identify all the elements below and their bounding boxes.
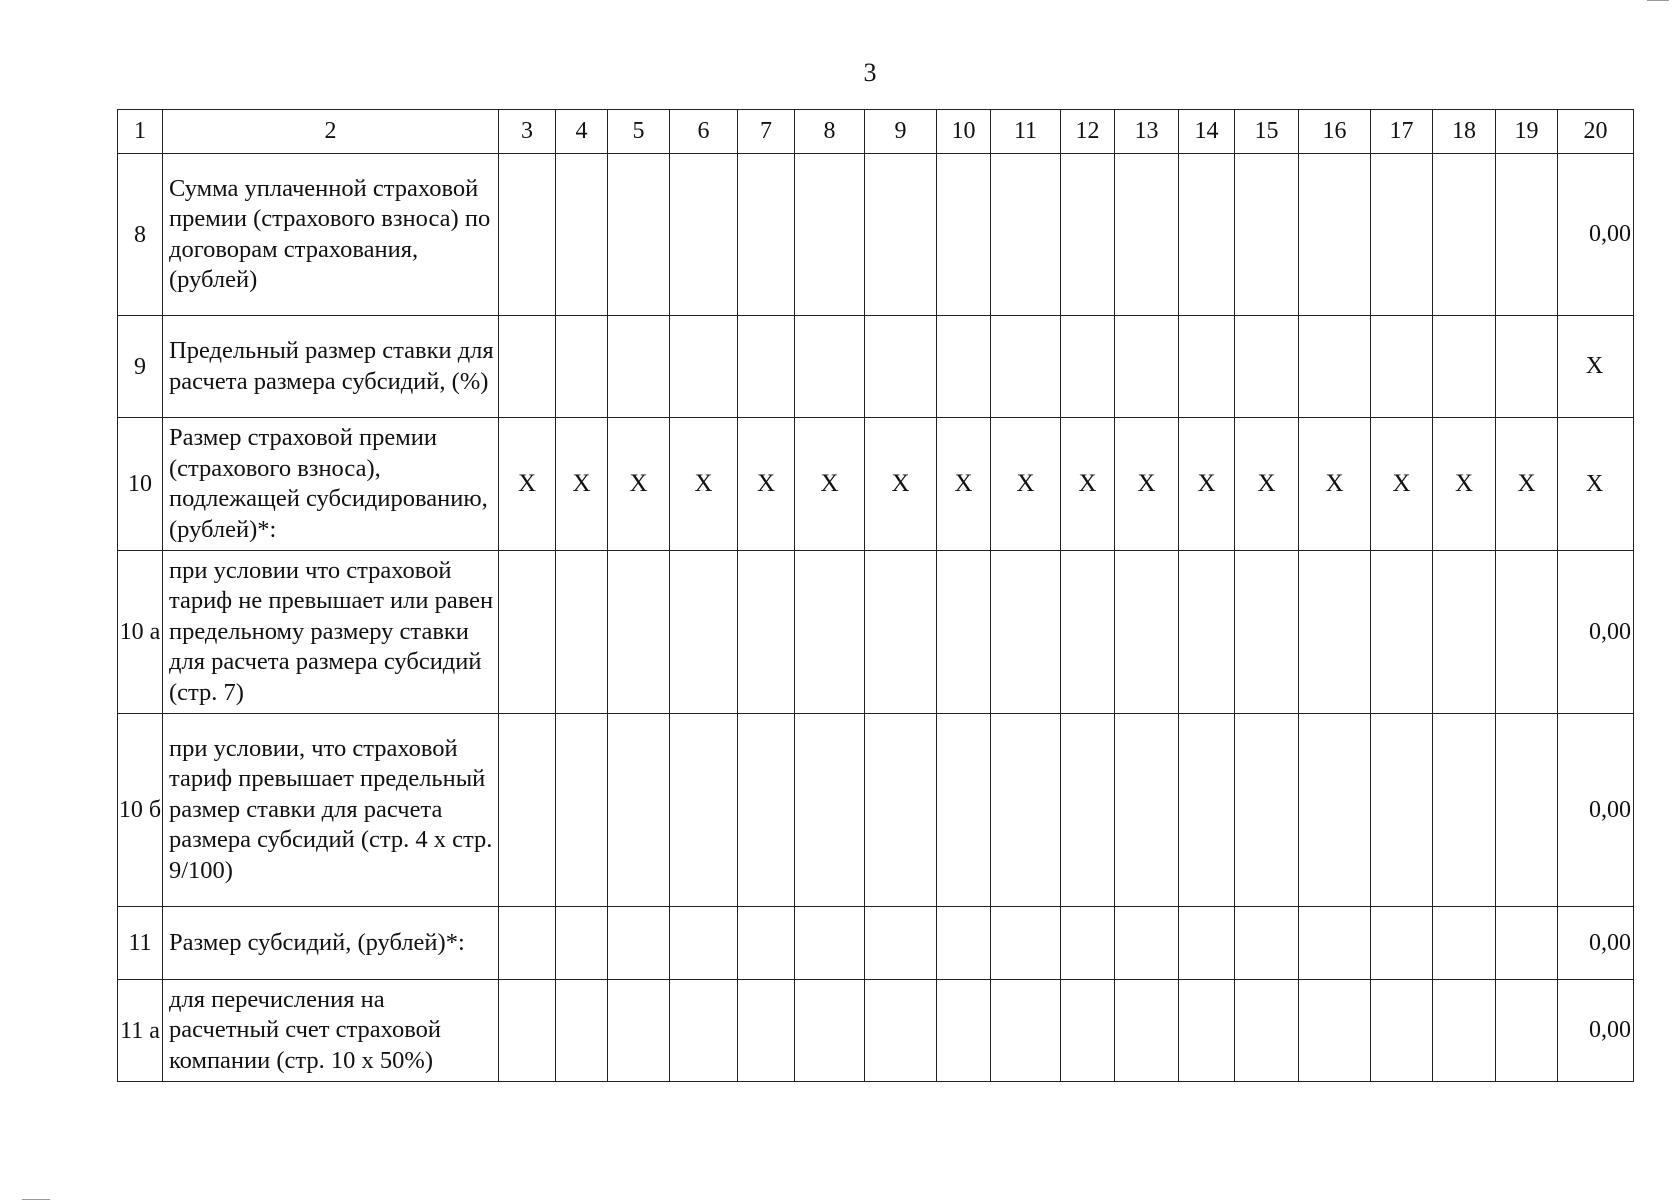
column-number-header: 2 xyxy=(163,110,499,154)
table-cell xyxy=(608,714,670,907)
table-cell: X xyxy=(1371,418,1433,551)
table-row xyxy=(118,551,1634,714)
table-cell xyxy=(795,907,865,980)
table-cell xyxy=(1115,316,1179,418)
table-cell xyxy=(608,551,670,714)
row-label: для перечисления на расчетный счет страховой компании (стр. 10 х 50%) xyxy=(163,980,499,1082)
row-number: 9 xyxy=(118,316,163,418)
table-cell xyxy=(1299,907,1371,980)
column-number-header: 18 xyxy=(1433,110,1496,154)
table-cell: X xyxy=(608,418,670,551)
table-cell xyxy=(670,714,738,907)
table-cell xyxy=(1061,980,1115,1082)
table-cell xyxy=(991,154,1061,316)
table-row xyxy=(118,980,1634,1082)
row-number: 10 б xyxy=(118,714,163,907)
table-cell xyxy=(991,980,1061,1082)
row-number: 10 xyxy=(118,418,163,551)
column-number-header: 20 xyxy=(1558,110,1634,154)
table-cell xyxy=(1371,154,1433,316)
subsidy-calculation-table xyxy=(117,109,1634,1082)
page-number: 3 xyxy=(863,58,877,87)
table-cell: X xyxy=(795,418,865,551)
table-cell xyxy=(795,714,865,907)
table-cell xyxy=(1299,714,1371,907)
table-row xyxy=(118,714,1634,907)
table-cell xyxy=(556,907,608,980)
table-cell xyxy=(1299,551,1371,714)
total-value: X xyxy=(1558,316,1634,418)
table-cell xyxy=(738,714,795,907)
row-number: 10 а xyxy=(118,551,163,714)
table-row xyxy=(118,154,1634,316)
table-cell xyxy=(556,316,608,418)
table-cell xyxy=(499,907,556,980)
column-number-header-row xyxy=(118,110,1634,154)
table-cell xyxy=(937,316,991,418)
table-cell xyxy=(937,907,991,980)
total-value: X xyxy=(1558,418,1634,551)
table-cell xyxy=(865,714,937,907)
table-cell: X xyxy=(937,418,991,551)
row-number: 11 а xyxy=(118,980,163,1082)
column-number-header: 7 xyxy=(738,110,795,154)
table-cell xyxy=(865,551,937,714)
column-number-header: 8 xyxy=(795,110,865,154)
column-number-header: 17 xyxy=(1371,110,1433,154)
table-cell xyxy=(1179,154,1235,316)
table-cell xyxy=(1061,316,1115,418)
table-cell xyxy=(499,714,556,907)
table-cell xyxy=(1115,907,1179,980)
table-cell xyxy=(937,980,991,1082)
table-cell xyxy=(1371,980,1433,1082)
table-cell xyxy=(1371,714,1433,907)
total-value: 0,00 xyxy=(1558,714,1634,907)
table-cell xyxy=(1496,714,1558,907)
table-cell xyxy=(795,980,865,1082)
table-cell: X xyxy=(738,418,795,551)
table-cell xyxy=(1179,316,1235,418)
table-cell xyxy=(499,551,556,714)
table-cell xyxy=(499,980,556,1082)
table-cell: X xyxy=(1235,418,1299,551)
table-cell xyxy=(1496,316,1558,418)
row-number: 11 xyxy=(118,907,163,980)
table-cell xyxy=(1235,714,1299,907)
table-cell: X xyxy=(1115,418,1179,551)
scan-edge-mark xyxy=(1647,0,1669,1)
table-cell xyxy=(670,551,738,714)
table-cell xyxy=(499,316,556,418)
table-cell xyxy=(1433,154,1496,316)
table-cell: X xyxy=(499,418,556,551)
column-number-header: 13 xyxy=(1115,110,1179,154)
column-number-header: 6 xyxy=(670,110,738,154)
column-number-header: 12 xyxy=(1061,110,1115,154)
total-value: 0,00 xyxy=(1558,907,1634,980)
column-number-header: 9 xyxy=(865,110,937,154)
table-cell xyxy=(1115,551,1179,714)
column-number-header: 15 xyxy=(1235,110,1299,154)
table-cell xyxy=(556,980,608,1082)
table-cell xyxy=(1061,907,1115,980)
table-cell xyxy=(608,154,670,316)
table-cell xyxy=(608,316,670,418)
column-number-header: 19 xyxy=(1496,110,1558,154)
table-cell xyxy=(738,551,795,714)
table-cell xyxy=(1235,316,1299,418)
row-label: Размер субсидий, (рублей)*: xyxy=(163,907,499,980)
table-cell xyxy=(1235,551,1299,714)
column-number-header: 3 xyxy=(499,110,556,154)
table-cell xyxy=(1496,907,1558,980)
table-cell xyxy=(865,154,937,316)
table-cell xyxy=(1371,551,1433,714)
row-label: Сумма уплаченной страховой премии (страхового взноса) по договорам страхования, (рублей) xyxy=(163,154,499,316)
table-cell xyxy=(556,551,608,714)
table-cell xyxy=(670,907,738,980)
table-cell xyxy=(795,316,865,418)
table-cell xyxy=(670,316,738,418)
row-label: при условии, что страховой тариф превышает предельный размер ставки для расчета размера субсидий (стр. 4 х стр. 9/100) xyxy=(163,714,499,907)
table-cell xyxy=(556,154,608,316)
total-value: 0,00 xyxy=(1558,980,1634,1082)
table-row xyxy=(118,907,1634,980)
column-number-header: 14 xyxy=(1179,110,1235,154)
column-number-header: 16 xyxy=(1299,110,1371,154)
table-cell xyxy=(795,154,865,316)
table-cell xyxy=(991,714,1061,907)
table-cell xyxy=(1235,980,1299,1082)
table-cell xyxy=(1433,980,1496,1082)
table-cell xyxy=(1115,714,1179,907)
table-cell xyxy=(738,154,795,316)
table-cell xyxy=(1299,316,1371,418)
table-cell xyxy=(1371,316,1433,418)
table-cell xyxy=(1115,154,1179,316)
total-value: 0,00 xyxy=(1558,551,1634,714)
table-cell xyxy=(1061,551,1115,714)
table-cell xyxy=(1179,714,1235,907)
table-cell: X xyxy=(1433,418,1496,551)
table-cell xyxy=(738,980,795,1082)
table-cell: X xyxy=(670,418,738,551)
table-cell xyxy=(865,907,937,980)
table-cell xyxy=(991,907,1061,980)
total-value: 0,00 xyxy=(1558,154,1634,316)
table-cell xyxy=(1433,907,1496,980)
table-cell xyxy=(991,551,1061,714)
table-cell: X xyxy=(1496,418,1558,551)
table-cell xyxy=(795,551,865,714)
table-cell xyxy=(1061,714,1115,907)
table-cell: X xyxy=(991,418,1061,551)
table-cell xyxy=(1179,907,1235,980)
row-number: 8 xyxy=(118,154,163,316)
table-cell xyxy=(937,154,991,316)
table-cell: X xyxy=(865,418,937,551)
table-cell xyxy=(1179,980,1235,1082)
table-cell xyxy=(991,316,1061,418)
table-cell xyxy=(865,980,937,1082)
table-cell xyxy=(1299,154,1371,316)
table-cell xyxy=(670,980,738,1082)
table-cell xyxy=(738,907,795,980)
table-cell xyxy=(937,714,991,907)
table-cell xyxy=(608,980,670,1082)
table-cell xyxy=(1433,714,1496,907)
table-cell xyxy=(1235,154,1299,316)
column-number-header: 1 xyxy=(118,110,163,154)
table-cell xyxy=(1496,154,1558,316)
table-cell xyxy=(738,316,795,418)
table-cell xyxy=(1371,907,1433,980)
row-label: Размер страховой премии (страхового взноса), подлежащей субсидированию, (рублей)*: xyxy=(163,418,499,551)
table-cell: X xyxy=(1061,418,1115,551)
row-label: при условии что страховой тариф не превышает или равен предельному размеру ставки для расчета размера субсидий (стр. 7) xyxy=(163,551,499,714)
table-cell xyxy=(865,316,937,418)
table-cell xyxy=(1496,551,1558,714)
column-number-header: 4 xyxy=(556,110,608,154)
table-row xyxy=(118,418,1634,551)
table-row xyxy=(118,316,1634,418)
table-cell xyxy=(1115,980,1179,1082)
table-cell xyxy=(556,714,608,907)
table-cell xyxy=(937,551,991,714)
table-cell xyxy=(1235,907,1299,980)
column-number-header: 11 xyxy=(991,110,1061,154)
table-cell xyxy=(608,907,670,980)
table-cell xyxy=(1433,316,1496,418)
table-cell xyxy=(670,154,738,316)
row-label: Предельный размер ставки для расчета размера субсидий, (%) xyxy=(163,316,499,418)
table-cell: X xyxy=(556,418,608,551)
table-cell xyxy=(1299,980,1371,1082)
table-cell: X xyxy=(1179,418,1235,551)
column-number-header: 10 xyxy=(937,110,991,154)
column-number-header: 5 xyxy=(608,110,670,154)
table-cell: X xyxy=(1299,418,1371,551)
table-cell xyxy=(1433,551,1496,714)
table-cell xyxy=(1061,154,1115,316)
table-cell xyxy=(499,154,556,316)
table-cell xyxy=(1496,980,1558,1082)
table-cell xyxy=(1179,551,1235,714)
